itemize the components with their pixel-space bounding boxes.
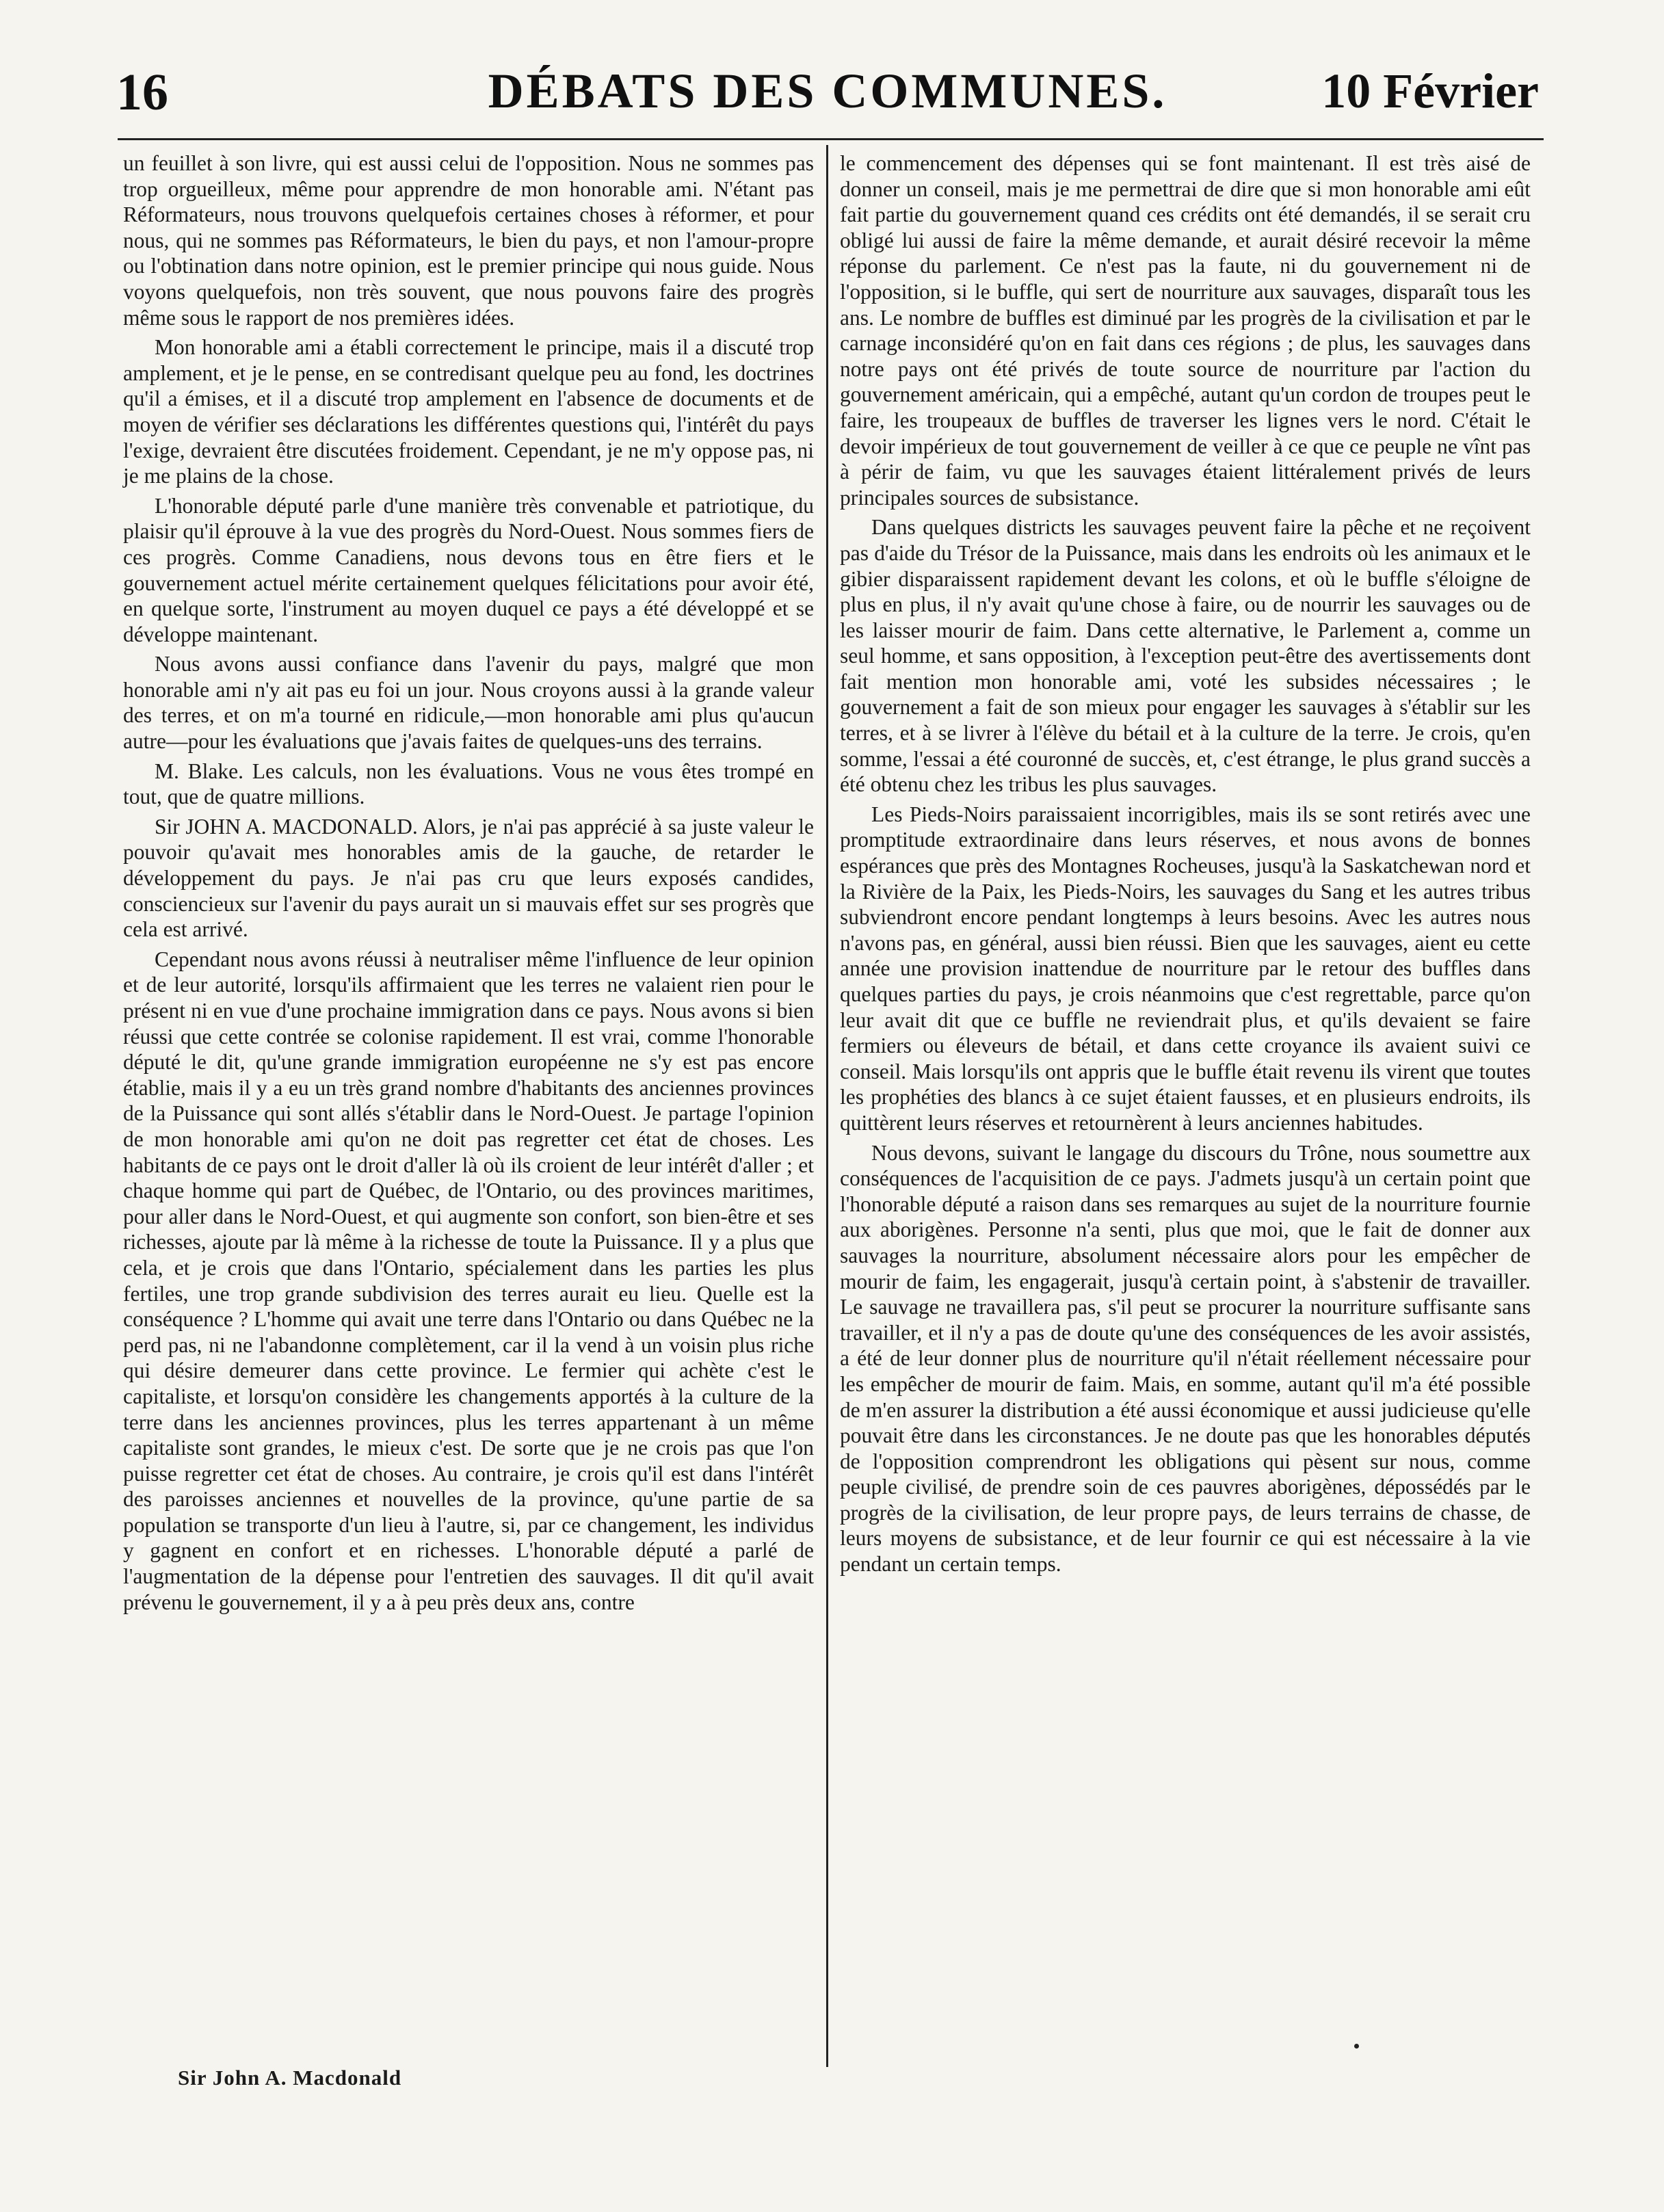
paragraph: Cependant nous avons réussi à neutraliser même l'influence de leur opinion et de leur autorité, lorsqu'ils affirmaient que les terres ne valaient rien pour le présent ni en vue d'une prochaine immigration dans ce pays. Nous avons si bien réussi que cette contrée se colonise rapidement. Il est vrai, comme l'honorable député le dit, qu'une grande immigration européenne ne s'y est pas encore établie, mais il y a eu un très grand nombre d'habitants des anciennes provinces de la Puissance qui sont allés s'établir dans le Nord-Ouest. Je partage l'opinion de mon honorable ami qu'on ne doit pas regretter cet état de choses. Les habitants de ce pays ont le droit d'aller là où ils croient de leur intérêt d'aller ; et chaque homme qui part de Québec, de l'Ontario, ou des provinces maritimes, pour aller dans le Nord-Ouest, et qui augmente son confort, son bien-être et ses richesses, ajoute par là même à la richesse de toute la Puissance. Il y a plus que cela, et je crois que dans l'Ontario, spécialement dans les parties les plus fertiles, une trop grande subdivision des terres aurait eu lieu. Quelle est la conséquence ? L'homme qui avait une terre dans l'Ontario ou dans Québec ne la perd pas, ni ne l'abandonne complètement, car il la vend à un voisin plus riche qui désire demeurer dans cette province. Le fermier qui achète c'est le capitaliste, et lorsqu'on considère les changements apportés à la culture de la terre dans les anciennes provinces, plus les terres appartenant à un même capitaliste sont grandes, le mieux c'est. De sorte que je ne crois pas que l'on puisse regretter cet état de choses. Au contraire, je crois qu'il est dans l'intérêt des paroisses anciennes et nouvelles de la province, qu'une partie de sa population se transporte d'un lieu à l'autre, si, par ce changement, les individus y gagnent en confort et en richesses. L'honorable député a parlé de l'augmentation de la dépense pour l'entretien des sauvages. Il dit qu'il avait prévenu le gouvernement, il y a à peu près deux ans, contre: [123, 947, 814, 1614]
speaker-footer: Sir John A. Macdonald: [178, 2066, 402, 2090]
paragraph: Sir JOHN A. MACDONALD. Alors, je n'ai pas apprécié à sa juste valeur le pouvoir qu'avait mes honorables amis de la gauche, de retarder le développement du pays. Je n'ai pas cru que leurs exposés candides, consciencieux sur l'avenir du pays aurait un si mauvais effet sur ses progrès que cela est arrivé.: [123, 814, 814, 942]
paragraph: Mon honorable ami a établi correctement le principe, mais il a discuté trop amplement, et je le pense, en se contredisant quelque peu au fond, les doctrines qu'il a émises, et il a discuté trop amplement en l'absence de documents et de moyen de vérifier ses déclarations les différentes questions qui, l'intérêt du pays l'exige, devraient être discutées froidement. Cependant, je ne m'y oppose pas, ni je me plains de la chose.: [123, 335, 814, 488]
right-column: [840, 150, 1531, 1581]
column-divider: [826, 145, 828, 2067]
paragraph: L'honorable député parle d'une manière très convenable et patriotique, du plaisir qu'il éprouve à la vue des progrès du Nord-Ouest. Nous sommes fiers de ces progrès. Comme Canadiens, nous devons tous en être fiers et le gouvernement actuel mérite certainement quelques félicitations pour avoir été, en quelque sorte, l'instrument au moyen duquel ce pays a été développé et se développe maintenant.: [123, 493, 814, 646]
page-title: DÉBATS DES COMMUNES.: [488, 64, 1167, 118]
paragraph: Nous avons aussi confiance dans l'avenir du pays, malgré que mon honorable ami n'y ait pas eu foi un jour. Nous croyons aussi à la grande valeur des terres, et on m'a tourné en ridicule,—mon honorable ami plus qu'aucun autre—pour les évaluations que j'avais faites de quelques-uns des terrains.: [123, 652, 814, 754]
paragraph: Nous devons, suivant le langage du discours du Trône, nous soumettre aux conséquences de l'acquisition de ce pays. J'admets jusqu'à un certain point que l'honorable député a raison dans ses remarques au sujet de la nourriture fournie aux aborigènes. Personne n'a senti, plus que moi, que le fait de donner aux sauvages la nourriture, absolument nécessaire alors pour les empêcher de mourir de faim, les engagerait, jusqu'à certain point, à s'abstenir de travailler. Le sauvage ne travaillera pas, s'il peut se procurer la nourriture suffisante sans travailler, et il n'y a pas de doute qu'une des conséquences de les avoir assistés, a été de leur donner plus de nourriture qu'il n'était réellement nécessaire pour les empêcher de mourir de faim. Mais, en somme, autant qu'il m'a été possible de m'en assurer la distribution a été aussi économique et aussi judicieuse qu'elle pouvait être dans les circonstances. Je ne doute pas que les honorables députés de l'opposition comprendront les obligations qui pèsent sur nous, comme peuple civilisé, de prendre soin de ces pauvres aborigènes, dépossédés par le progrès de la civilisation, de leur propre pays, de leurs terrains de chasse, de leurs moyens de subsistance, et de leur fournir ce qui est nécessaire à la vie pendant un certain temps.: [840, 1140, 1531, 1577]
ink-dot: [1354, 2044, 1359, 2049]
paragraph: le commencement des dépenses qui se font maintenant. Il est très aisé de donner un conseil, mais je me permettrai de dire que si mon honorable ami eût fait partie du gouvernement quand ces crédits ont été demandés, il se serait cru obligé lui aussi de faire la même demande, et aurait désiré recevoir la même réponse du parlement. Ce n'est pas la faute, ni du gouvernement ni de l'opposition, si le buffle, qui sert de nourriture aux sauvages, disparaît tous les ans. Le nombre de buffles est diminué par les progrès de la civilisation et par le carnage inconsidéré qu'on en fait dans ces régions ; de plus, les sauvages dans notre pays ont été privés de toute source de nourriture par l'action du gouvernement américain, qui a empêché, autant qu'un cordon de troupes peut le faire, les troupeaux de buffles de traverser les lignes vers le nord. C'était le devoir impérieux de tout gouvernement de veiller à ce que ce peuple ne vînt pas à périr de faim, vu que les sauvages étaient littéralement privés de leurs principales sources de subsistance.: [840, 151, 1531, 510]
paragraph: Dans quelques districts les sauvages peuvent faire la pêche et ne reçoivent pas d'aide du Trésor de la Puissance, mais dans les endroits où les animaux et le gibier disparaissent rapidement devant les colons, et où le buffle s'éloigne de plus en plus, il n'y avait qu'une chose à faire, ou de nourrir les sauvages ou de les laisser mourir de faim. Dans cette alternative, le Parlement a, comme un seul homme, et sans opposition, à l'exception peut-être des avertissements dont fait mention mon honorable ami, voté les subsides nécessaires ; le gouvernement a fait de son mieux pour engager les sauvages à s'établir sur les terres, et à se livrer à l'élève du bétail et à la culture de la terre. Je crois, qu'en somme, l'essai a été couronné de succès, et, c'est étrange, le plus grand succès a été obtenu chez les tribus les plus sauvages.: [840, 515, 1531, 797]
left-column: [123, 150, 814, 1619]
header-rule: [118, 138, 1544, 140]
page-number: 16: [116, 64, 168, 121]
paragraph: Les Pieds-Noirs paraissaient incorrigibles, mais ils se sont retirés avec une promptitude extraordinaire dans leurs réserves, et nous avons de bonnes espérances que près des Montagnes Rocheuses, jusqu'à la Saskatchewan nord et la Rivière de la Paix, les Pieds-Noirs, les sauvages du Sang et les autres tribus subviendront encore pendant longtemps à leurs besoins. Avec les autres nous n'avons pas, en général, aussi bien réussi. Bien que les sauvages, aient eu cette année une provision inattendue de nourriture par le retour des buffles dans quelques parties du pays, je crois néanmoins que c'est regrettable, parce qu'on leur avait dit que ce buffle ne reviendrait plus, et qu'ils devaient se faire fermiers ou éleveurs de bétail, et dans cette croyance ils avaient suivi ce conseil. Mais lorsqu'ils ont appris que le buffle était revenu ils virent que toutes les prophéties des blancs à ce sujet étaient fausses, et en plusieurs endroits, ils quittèrent leurs réserves et retournèrent à leurs anciennes habitudes.: [840, 802, 1531, 1135]
page-date: 10 Février: [1321, 64, 1539, 118]
paragraph: M. Blake. Les calculs, non les évaluations. Vous ne vous êtes trompé en tout, que de quatre millions.: [123, 759, 814, 809]
paragraph: un feuillet à son livre, qui est aussi celui de l'opposition. Nous ne sommes pas trop orgueilleux, même pour apprendre de mon honorable ami. N'étant pas Réformateurs, nous trouvons quelquefois certaines choses à réformer, et pour nous, qui ne sommes pas Réformateurs, le bien du pays, et non l'amour-propre ou l'obtination dans notre opinion, est le premier principe qui nous guide. Nous voyons quelquefois, non très souvent, que nous pouvons faire des progrès même sous le rapport de nos premières idées.: [123, 151, 814, 330]
page-header: [116, 63, 1539, 124]
